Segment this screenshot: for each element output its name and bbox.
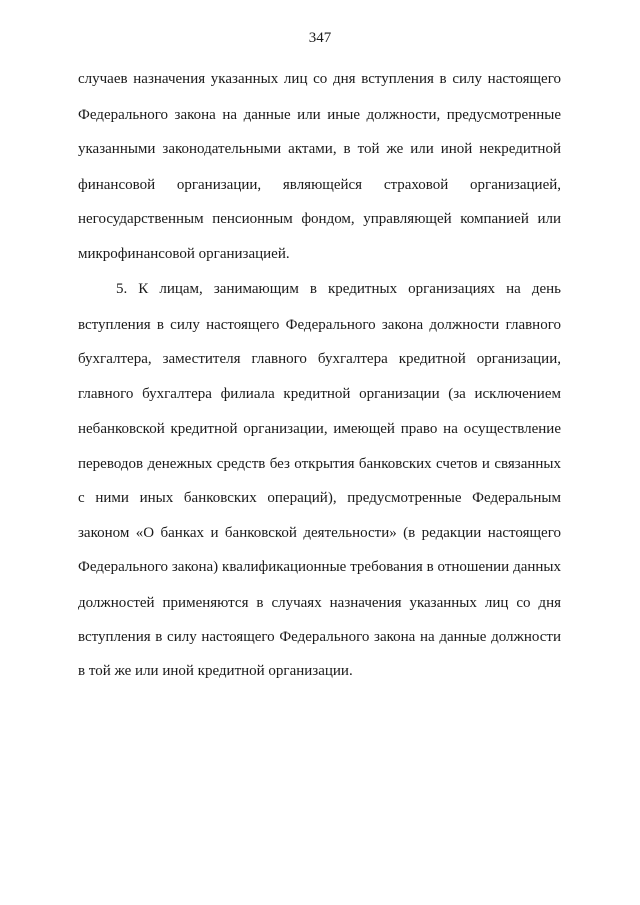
text-line: переводов денежных средств без открытия банковских счетов и связанных <box>78 456 561 472</box>
text-line: вступления в силу настоящего Федерального закона на данные должности <box>78 629 561 645</box>
text-line: в той же или иной кредитной организации. <box>78 663 353 679</box>
text-line: негосударственным пенсионным фондом, управляющей компанией или <box>78 211 561 227</box>
text-line: главного бухгалтера филиала кредитной организации (за исключением <box>78 386 561 402</box>
text-line: должностей применяются в случаях назначения указанных лиц со дня <box>78 595 561 611</box>
text-line: 5. К лицам, занимающим в кредитных организациях на день <box>116 281 561 297</box>
text-line: бухгалтера, заместителя главного бухгалтера кредитной организации, <box>78 351 561 367</box>
text-line: Федерального закона на данные или иные должности, предусмотренные <box>78 107 561 123</box>
text-line: небанковской кредитной организации, имеющей право на осуществление <box>78 421 561 437</box>
text-line: указанными законодательными актами, в той же или иной некредитной <box>78 141 561 157</box>
text-line: законом «О банках и банковской деятельности» (в редакции настоящего <box>78 525 561 541</box>
text-line: с ними иных банковских операций), предусмотренные Федеральным <box>78 490 561 506</box>
text-line: вступления в силу настоящего Федерального закона должности главного <box>78 317 561 333</box>
text-line: Федерального закона) квалификационные требования в отношении данных <box>78 559 561 575</box>
text-line: финансовой организации, являющейся страховой организацией, <box>78 177 561 193</box>
text-line: микрофинансовой организацией. <box>78 246 290 262</box>
page-number: 347 <box>308 30 332 46</box>
text-line: случаев назначения указанных лиц со дня вступления в силу настоящего <box>78 71 561 87</box>
